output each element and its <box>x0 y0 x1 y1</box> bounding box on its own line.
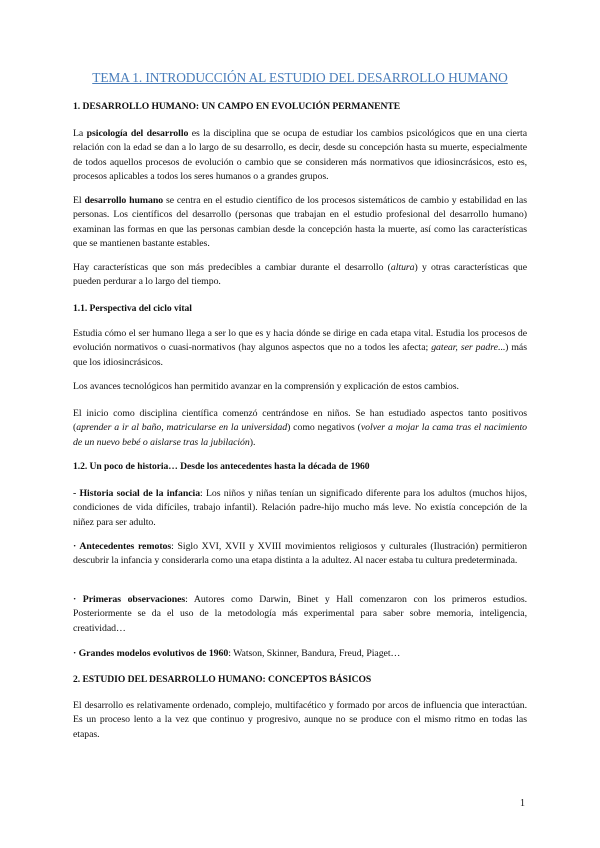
text-run: ) como negativos ( <box>287 422 361 434</box>
text-run: : Los niños y niñas tenían un significado diferente para los adultos (muchos hijos, condiciones de vida difíciles, trabajo infantil). Relación padre-hijo mucho más leve. No existía concepción de la niñez para ser adulto. <box>73 488 527 528</box>
section-number: 1.1 <box>73 303 85 314</box>
text-run: : Autores como Darwin, Binet y Hall comenzaron con los primeros estudios. Posteriormente se da el uso de la metodología más experimental para saber sobre memoria, inteligencia, creatividad… <box>73 594 527 634</box>
text-run: Hay características que son más predecibles a cambiar durante el desarrollo ( <box>73 262 391 273</box>
paragraph-historia-social <box>73 487 527 530</box>
text-run: ) y otras características que pueden perdurar a lo largo del tiempo. <box>73 262 527 288</box>
paragraph-antecedentes <box>73 540 527 569</box>
text-run: ). <box>249 436 256 448</box>
bold-term: · Primeras observaciones <box>73 594 186 605</box>
italic-example: aprender a ir al baño, matricularse en la universidad <box>76 422 288 434</box>
section-number: 1.2 <box>73 461 85 472</box>
paragraph-observaciones <box>73 593 527 636</box>
bold-term: desarrollo humano <box>84 195 164 206</box>
text-run: La <box>73 128 87 139</box>
paragraph-desarrollo-ordenado: El desarrollo es relativamente ordenado, complejo, multifacético y formado por arcos de influencia que interactúan. Es un proceso lento a la vez que continuo y progresivo, aunque no se produce con el mismo ritmo en todas las etapas. <box>73 700 527 740</box>
section-1-1-heading <box>73 302 527 316</box>
section-number: 2 <box>73 674 78 685</box>
paragraph-psicologia <box>73 127 527 184</box>
text-run: ...) más que los idiosincrásicos. <box>73 342 527 368</box>
section-1-2-heading <box>73 460 527 474</box>
paragraph-modelos <box>73 647 527 661</box>
text-run: El <box>73 195 85 206</box>
section-1-heading <box>73 100 527 114</box>
section-2-heading <box>73 673 527 687</box>
section-title: . Un poco de historia… Desde los antecedentes hasta la década de 1960 <box>84 461 370 472</box>
page-number: 1 <box>520 798 525 809</box>
paragraph-estudia <box>73 327 527 370</box>
paragraph-avances: Los avances tecnológicos han permitido avanzar en la comprensión y explicación de estos cambios. <box>73 381 459 392</box>
section-number: 1 <box>73 101 78 112</box>
text-run: El inicio como disciplina científica comenzó centrándose en niños. Se han estudiado aspectos tanto positivos ( <box>73 408 527 434</box>
text-run: se centra en el estudio científico de los procesos sistemáticos de cambio y estabilidad en las personas. Los científicos del desarrollo (personas que trabajan en el estudio profesional del desarrollo humano) examinan las formas en que las personas cambian desde la concepción hasta la muerte, así como las características que se mantienen bastante estables. <box>73 195 527 249</box>
bold-term: · Antecedentes remotos <box>73 541 172 552</box>
paragraph-caracteristicas <box>73 261 527 290</box>
paragraph-desarrollo-humano <box>73 194 527 251</box>
section-title: . DESARROLLO HUMANO: UN CAMPO EN EVOLUCIÓN PERMANENTE <box>77 101 401 112</box>
section-title: . ESTUDIO DEL DESARROLLO HUMANO: CONCEPTOS BÁSICOS <box>77 674 372 685</box>
bold-term: - Historia social de la infancia <box>73 488 201 499</box>
text-run: es la disciplina que se ocupa de estudiar los cambios psicológicos que en una cierta relación con la edad se dan a lo largo de su desarrollo, es decir, desde su concepción hasta su muerte, especialmente de todos aquellos procesos de evolución o cambio que se consideren más normativos que idiosincrásicos, esto es, procesos aplicables a todos los seres humanos o a grandes grupos. <box>73 128 527 182</box>
text-run: Estudia cómo el ser humano llega a ser lo que es y hacia dónde se dirige en cada etapa vital. Estudia los procesos de evolución normativos o cuasi-normativos (hay algunos aspectos que no a todos les afecta; <box>73 328 527 354</box>
italic-example: altura <box>390 262 415 273</box>
paragraph-inicio <box>73 407 527 450</box>
italic-example: volver a mojar la cama tras el nacimiento de un nuevo bebé o aislarse tras la jubilación <box>73 422 527 448</box>
text-run: : Siglo XVI, XVII y XVIII movimientos religiosos y culturales (Ilustración) permitieron descubrir la infancia y considerarla como una etapa distinta a la adultez. Al nacer estaba tu cultura predeterminada. <box>73 541 528 567</box>
bold-term: · Grandes modelos evolutivos de 1960 <box>73 648 229 659</box>
bold-term: psicología del desarrollo <box>86 128 189 139</box>
italic-example: gatear, ser padre <box>431 342 498 354</box>
text-run: : Watson, Skinner, Bandura, Freud, Piaget… <box>228 648 401 659</box>
document-title: TEMA 1. INTRODUCCIÓN AL ESTUDIO DEL DESARROLLO HUMANO <box>92 70 508 85</box>
section-title: . Perspectiva del ciclo vital <box>84 303 192 314</box>
